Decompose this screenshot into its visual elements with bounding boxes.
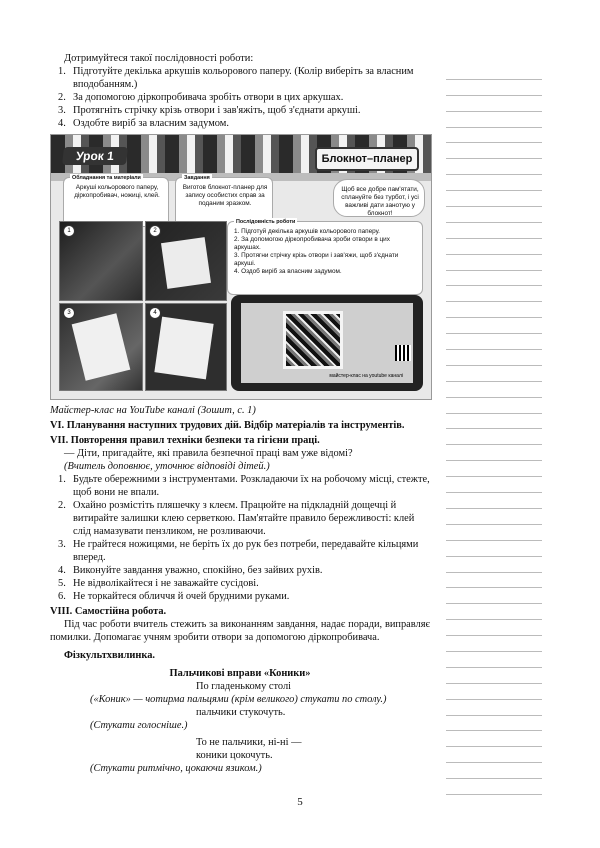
body-paragraph: Під час роботи вчитель стежить за виконанням завдання, надає поради, виправляє помилки. Допомагає учням зробити отвори за допомогою діркопробивача.	[50, 619, 430, 643]
photo-step-1: 1	[59, 221, 143, 301]
poem-note: (Стукати голосніше.)	[90, 720, 188, 731]
section-heading-6: VI. Планування наступних трудових дій. Відбір матеріалів та інструментів.	[50, 420, 405, 431]
qr-code	[395, 345, 411, 361]
list-item: 4. Оздобте виріб за власним задумом.	[58, 118, 229, 129]
materials-box: Обладнання та матеріали Аркуші кольорового паперу, діркопробивач, ножиці, клей.	[63, 177, 169, 227]
photo-step-2: 2	[145, 221, 227, 301]
poem-line: пальчики стукочуть.	[196, 707, 286, 718]
lesson-image	[50, 134, 432, 400]
list-item: 4. Виконуйте завдання уважно, спокійно, без зайвих рухів.	[58, 565, 323, 576]
photo-step-4: 4	[145, 303, 227, 391]
subheading: Фізкультхвилинка.	[64, 650, 156, 661]
list-item: 1. Підготуйте декілька аркушів кольорового паперу. (Колір виберіть за власним вподобанням.)	[58, 66, 414, 90]
poem-note: (Стукати ритмічно, цокаючи язиком.)	[90, 763, 262, 774]
lesson-title: Блокнот–планер	[315, 147, 419, 171]
list-item: 6. Не торкайтеся обличчя й очей брудними руками.	[58, 591, 290, 602]
list-item: 2. За допомогою діркопробивача зробіть отвори в цих аркушах.	[58, 92, 344, 103]
image-caption: Майстер-клас на YouTube каналі (Зошит, с. 1)	[50, 405, 256, 416]
lesson-tag: Урок 1	[62, 147, 128, 165]
margin-ruled-lines	[446, 64, 542, 795]
question-text: — Діти, пригадайте, які правила безпечної праці вам уже відомі?	[64, 448, 353, 459]
list-item: 1. Будьте обережними з інструментами. Розкладаючи їх на робочому місці, стежте, щоб вони не впали.	[58, 474, 430, 498]
list-item: 3. Не грайтеся ножицями, не беріть їх до рук без потреби, передавайте кільцями вперед.	[58, 539, 419, 563]
intro-text: Дотримуйтеся такої послідовності роботи:	[64, 53, 254, 64]
list-item: 3. Протягніть стрічку крізь отвори і зав'яжіть, щоб з'єднати аркуші.	[58, 105, 361, 116]
task-box: Завдання Виготов блокнот-планер для запису особистих справ за поданим зразком.	[175, 177, 273, 227]
page-number: 5	[297, 796, 303, 808]
poem-note: («Коник» — чотирма пальцями (крім великого) стукати по столу.)	[90, 694, 387, 705]
poem-line: То не пальчики, ні-ні —	[196, 737, 302, 748]
poem-line: По гладенькому столі	[196, 681, 292, 692]
steps-list	[50, 65, 430, 130]
sequence-box: Послідовність роботи 1. Підготуй декілька аркушів кольорового паперу. 2. За допомогою діркопробивача зроби отвори в цих аркушах. 3. Протягни стрічку крізь отвори і зав'яжи, щоб з'єднати аркуші. 4. Оздоб виріб за власним задумом.	[227, 221, 423, 295]
speech-bubble: Щоб все добре пам'ятати, сплануйте без турбот, і усі важливі дати занотую у блокнот!	[333, 179, 425, 217]
rules-list	[50, 473, 430, 603]
list-item: 2. Охайно розмістіть пляшечку з клеєм. Працюйте на підкладній дощечці й витирайте залишки клею серветкою. Пам'ятайте правило бережливості: клей слід намазувати пензликом, не розливаючи.	[58, 500, 415, 537]
section-heading-7: VII. Повторення правил техніки безпеки та гігієни праці.	[50, 435, 320, 446]
poem-line: коники цокочуть.	[196, 750, 273, 761]
teacher-note: (Вчитель доповнює, уточнює відповіді дітей.)	[64, 461, 270, 472]
list-item: 5. Не відволікайтеся і не заважайте сусідові.	[58, 578, 259, 589]
section-heading-8: VIII. Самостійна робота.	[50, 606, 167, 617]
poem-title: Пальчикові вправи «Коники»	[169, 668, 311, 679]
page-content	[50, 52, 430, 775]
notebook-image	[283, 311, 343, 369]
tablet-image: майстер-клас на youtube каналі	[231, 295, 423, 391]
photo-step-3: 3	[59, 303, 143, 391]
